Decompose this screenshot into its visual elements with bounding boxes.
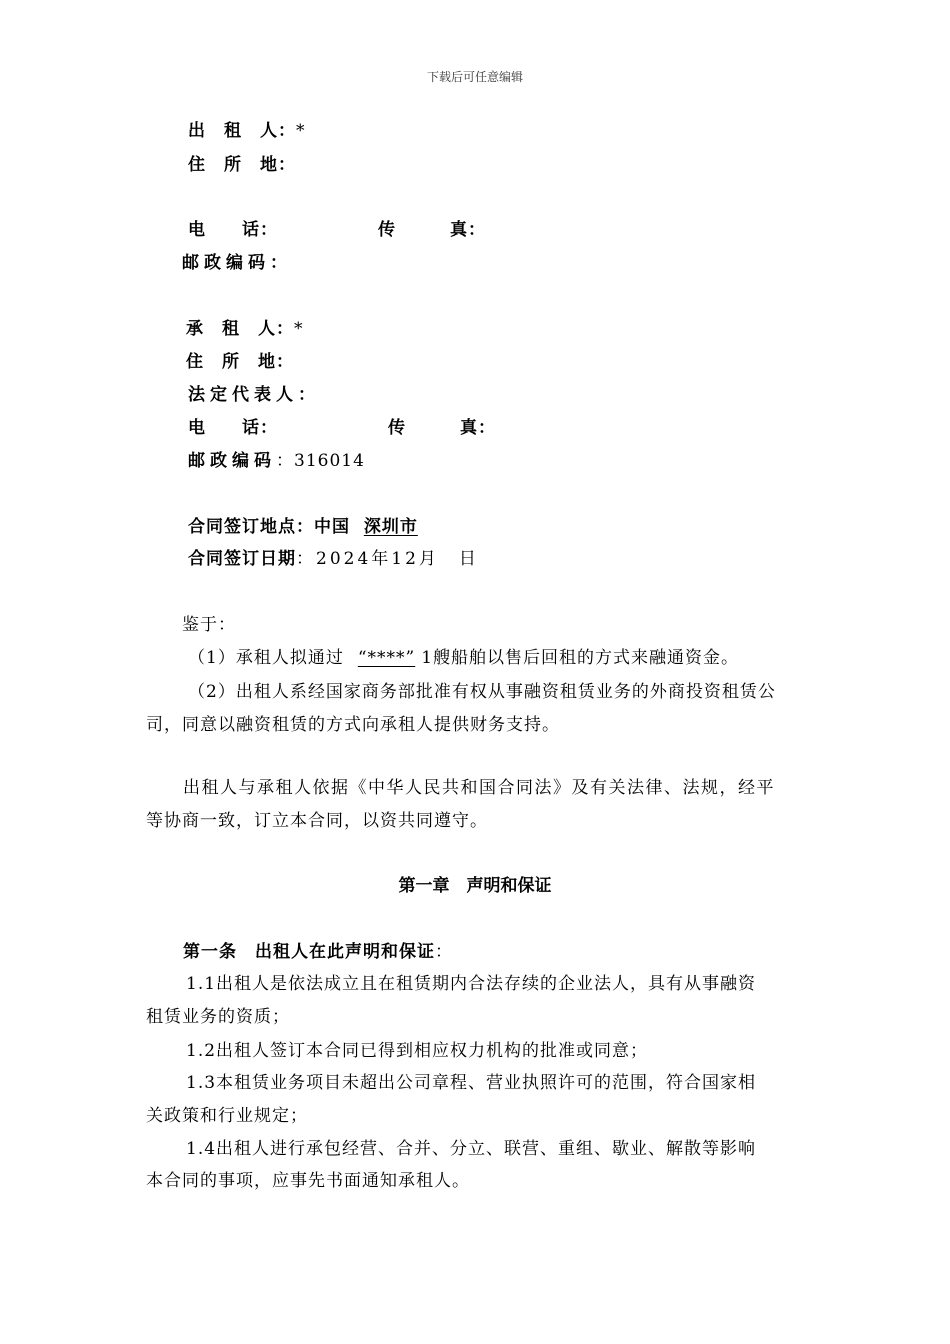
agreement-line2: 等协商一致，订立本合同，以资共同遵守。 [146,811,488,831]
clause-1-3-line1: 1.3本租赁业务项目未超出公司章程、营业执照许可的范围，符合国家相 [186,1073,757,1093]
lessee-postcode-value: ：316014 [276,451,365,471]
lessee-name-row [186,314,304,339]
lessor-name-row [188,116,306,141]
lessor-postcode-label: 邮政编码： [182,253,292,273]
signing-date-value: ：2024年12月 日 [296,549,479,569]
recitals-intro: 鉴于： [182,615,236,635]
article-1-title: 第一条 出租人在此声明和保证 [183,942,435,962]
clause-1-1-line1: 1.1出租人是依法成立且在租赁期内合法存续的企业法人，具有从事融资 [186,974,757,994]
clause-1-1-line2: 租赁业务的资质； [146,1007,290,1027]
signing-date-row [188,544,479,569]
signing-place-city: 深圳市 [363,517,418,537]
agreement-line1: 出租人与承租人依据《中华人民共和国合同法》及有关法律、法规，经平 [183,778,775,798]
lessee-fax-label: 传 真： [388,418,496,438]
article-1-colon: ： [435,942,453,962]
clause-1-3-line2: 关政策和行业规定； [146,1106,308,1126]
header-note: 下载后可任意编辑 [426,70,523,84]
lessor-fax-label: 传 真： [378,220,486,240]
clause-1-2: 1.2出租人签订本合同已得到相应权力机构的批准或同意； [186,1041,649,1061]
clause-1-4-line1: 1.4出租人进行承包经营、合并、分立、联营、重组、歇业、解散等影响 [186,1139,757,1159]
lessor-phone-label: 电 话： [188,220,278,240]
recital-item-2-line1: （2）出租人系经国家商务部批准有权从事融资租赁业务的外商投资租赁公 [188,682,776,702]
signing-place-row [188,512,418,537]
lessor-name-label: 出 租 人： [188,121,296,141]
lessee-postcode-label: 邮政编码 [188,451,276,471]
recital-item-2-line2: 司，同意以融资租赁的方式向承租人提供财务支持。 [146,715,560,735]
lessor-name-value: * [296,121,306,141]
article-1-title-row [183,937,453,962]
lessee-address-label: 住 所 地： [186,352,294,372]
chapter-1-title: 第一章 声明和保证 [398,876,552,896]
signing-date-label: 合同签订日期 [188,549,296,569]
recital-item-1-ship: “****” [357,648,416,668]
lessor-address-label: 住 所 地： [188,155,296,175]
recital-item-1-suffix: 1艘船舶以售后回租的方式来融通资金。 [421,648,740,668]
recital-item-1 [188,643,739,668]
lessee-phone-label: 电 话： [188,418,278,438]
recital-item-1-prefix: （1）承租人拟通过 [188,648,344,668]
signing-place-country: 中国 [314,517,350,537]
lessee-name-value: * [294,319,304,339]
clause-1-4-line2: 本合同的事项，应事先书面通知承租人。 [146,1171,470,1191]
lessee-name-label: 承 租 人： [186,319,294,339]
lessee-rep-label: 法定代表人： [188,385,320,405]
signing-place-label: 合同签订地点： [188,517,314,537]
lessee-postcode-row [188,446,365,471]
